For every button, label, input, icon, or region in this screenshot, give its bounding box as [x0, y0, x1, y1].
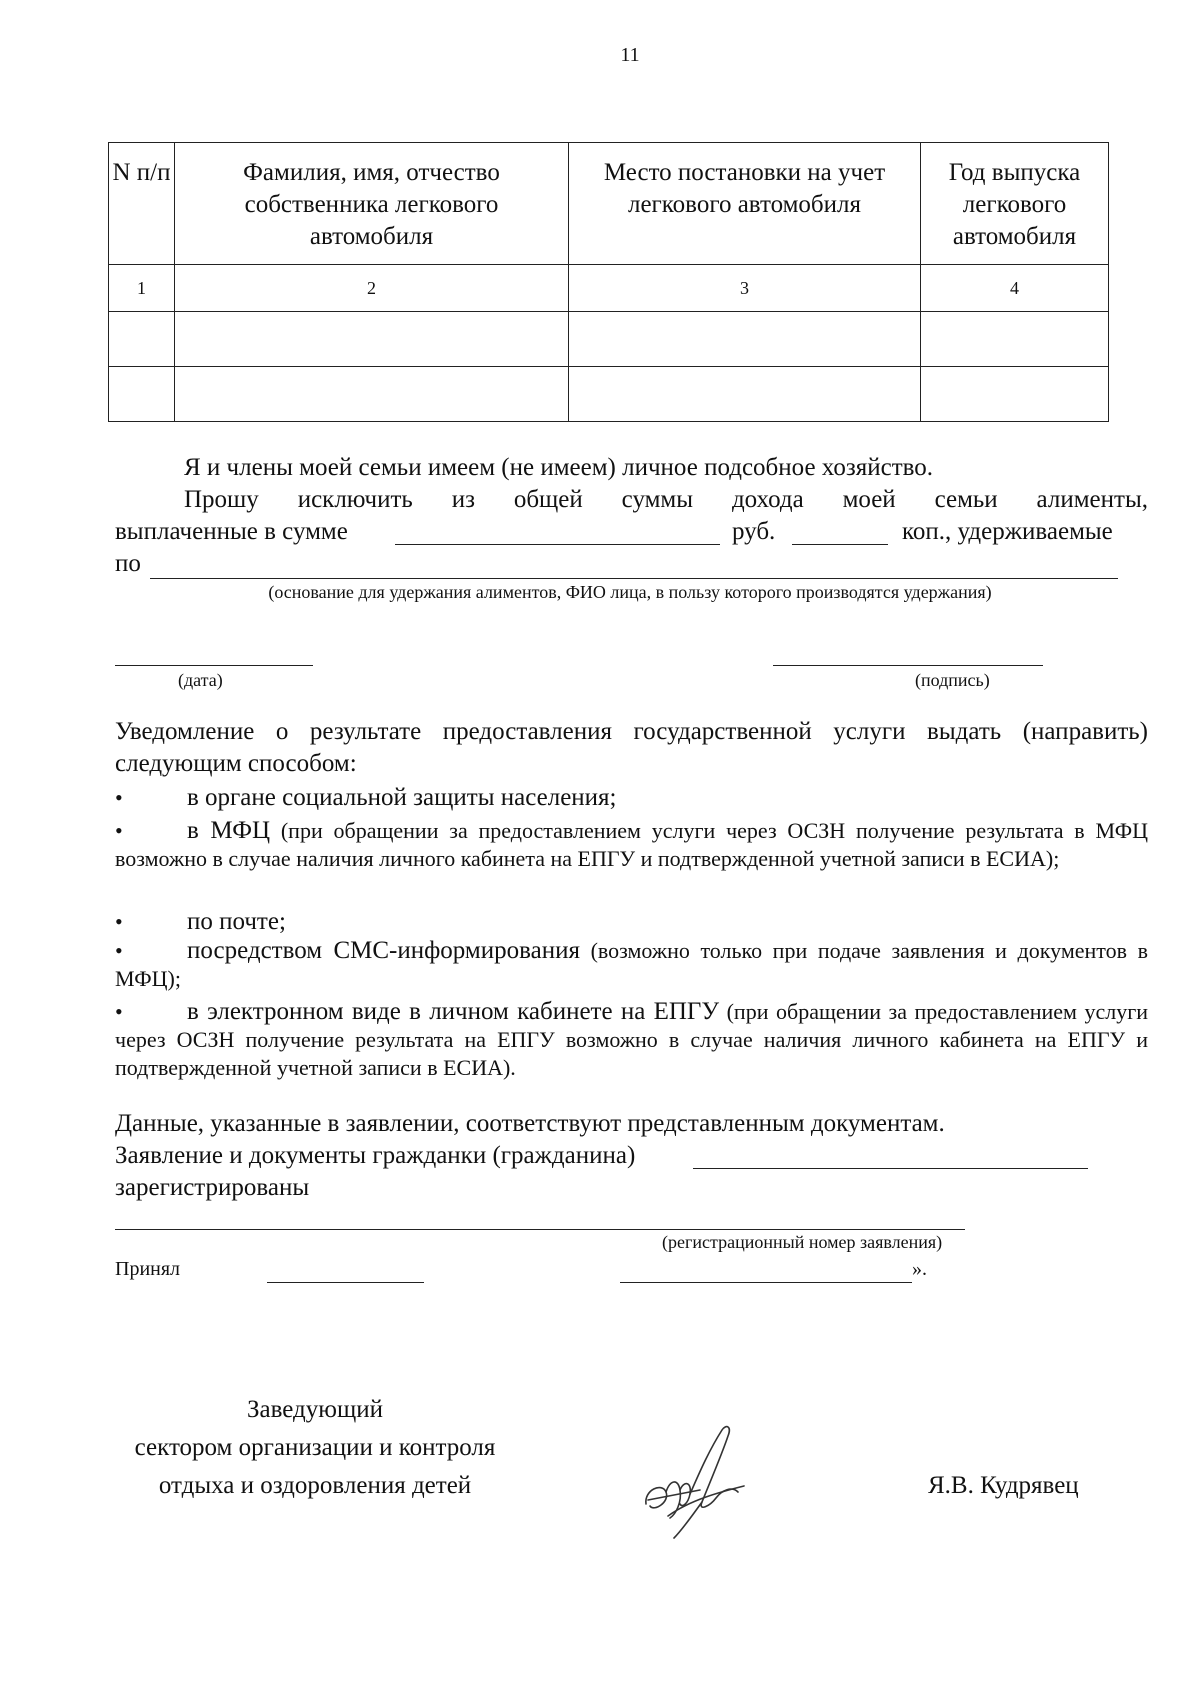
position-line-1: Заведующий — [247, 1396, 383, 1423]
option-lead: в органе социальной защиты населения; — [187, 784, 617, 811]
notification-option[interactable] — [115, 998, 1148, 1082]
alimony-basis-caption: (основание для удержания алиментов, ФИО лица, в пользу которого производятся удержания) — [268, 582, 992, 602]
option-lead: посредством СМС-информирования — [187, 937, 580, 964]
table-row — [109, 367, 1109, 422]
rub-label: руб. — [732, 518, 776, 545]
table-header-cell: Место постановки на учет легкового автомобиля — [569, 143, 921, 265]
notification-intro: Уведомление о результате предоставления государственной услуги выдать (направить) следующим способом: — [115, 718, 1148, 777]
signatory-name: Я.В. Кудрявец — [928, 1472, 1079, 1499]
alimony-paid-label: выплаченные в сумме — [115, 518, 348, 545]
bullet-icon: • — [115, 909, 123, 934]
registration-number-field[interactable] — [115, 1229, 965, 1230]
amount-kop-field[interactable] — [792, 544, 888, 545]
farm-statement: Я и члены моей семьи имеем (не имеем) личное подсобное хозяйство. — [184, 454, 934, 481]
bullet-icon: • — [115, 938, 123, 963]
accepted-label: Принял — [115, 1258, 181, 1280]
page-number: 11 — [620, 44, 640, 66]
column-number: 1 — [109, 265, 175, 312]
table-header-row — [109, 143, 1109, 265]
signature-caption: (подпись) — [915, 670, 990, 690]
vehicles-table — [108, 142, 1109, 422]
citizen-name-field[interactable] — [693, 1168, 1088, 1169]
table-cell[interactable] — [921, 312, 1109, 367]
option-detail: (при обращении за предоставлением услуги через ОСЗН получение результата в МФЦ возможно в случае наличия личного кабинета на ЕПГУ и подтвержденной учетной записи в ЕСИА); — [115, 818, 1149, 871]
table-cell[interactable] — [569, 367, 921, 422]
table-header-cell: N п/п — [109, 143, 175, 265]
table-cell[interactable] — [569, 312, 921, 367]
option-lead: в электронном виде в личном кабинете на ЕПГУ — [187, 998, 720, 1025]
table-header-cell: Фамилия, имя, отчество собственника легкового автомобиля — [175, 143, 569, 265]
notification-option[interactable] — [115, 784, 1148, 812]
notification-option[interactable] — [115, 937, 1148, 993]
bullet-icon: • — [115, 785, 123, 810]
handwritten-signature — [640, 1420, 760, 1540]
signature-field[interactable] — [773, 665, 1043, 666]
column-number: 4 — [921, 265, 1109, 312]
position-line-3: отдыха и оздоровления детей — [158, 1472, 472, 1499]
notification-option[interactable] — [115, 908, 1148, 936]
table-cell[interactable] — [175, 367, 569, 422]
kop-withheld-label: коп., удерживаемые — [902, 518, 1113, 545]
registered-label: зарегистрированы — [115, 1174, 310, 1201]
option-detail: (при обращении за предоставлением услуги через ОСЗН получение результата на ЕПГУ возможно в случае наличия личного кабинета на ЕПГУ и подтвержденной учетной записи в ЕСИА). — [115, 999, 1149, 1080]
accepted-by-signature-field[interactable] — [267, 1282, 424, 1283]
date-caption: (дата) — [178, 670, 223, 690]
closing-quote: ». — [912, 1258, 927, 1280]
alimony-request-line: Прошу исключить из общей суммы дохода моей семьи алименты, — [184, 486, 1148, 513]
citizen-docs-label: Заявление и документы гражданки (гражданина) — [115, 1142, 636, 1169]
option-lead: по почте; — [187, 908, 286, 935]
notification-option[interactable] — [115, 817, 1148, 873]
table-cell[interactable] — [109, 367, 175, 422]
option-lead: в МФЦ — [187, 817, 271, 844]
column-number: 3 — [569, 265, 921, 312]
table-header-cell: Год выпуска легкового автомобиля — [921, 143, 1109, 265]
alimony-basis-field[interactable] — [150, 578, 1118, 579]
accepted-by-name-field[interactable] — [620, 1282, 912, 1283]
date-field[interactable] — [115, 665, 313, 666]
table-cell[interactable] — [921, 367, 1109, 422]
bullet-icon: • — [115, 999, 123, 1024]
po-label: по — [115, 550, 141, 577]
table-column-number-row — [109, 265, 1109, 312]
data-matches-statement: Данные, указанные в заявлении, соответствуют представленным документам. — [115, 1110, 945, 1137]
column-number: 2 — [175, 265, 569, 312]
amount-rub-field[interactable] — [395, 544, 720, 545]
registration-number-caption: (регистрационный номер заявления) — [662, 1232, 943, 1252]
table-cell[interactable] — [109, 312, 175, 367]
table-cell[interactable] — [175, 312, 569, 367]
position-line-2: сектором организации и контроля — [134, 1434, 496, 1461]
table-row — [109, 312, 1109, 367]
bullet-icon: • — [115, 818, 123, 843]
option-detail: (возможно только при подаче заявления и документов в МФЦ); — [115, 938, 1148, 991]
